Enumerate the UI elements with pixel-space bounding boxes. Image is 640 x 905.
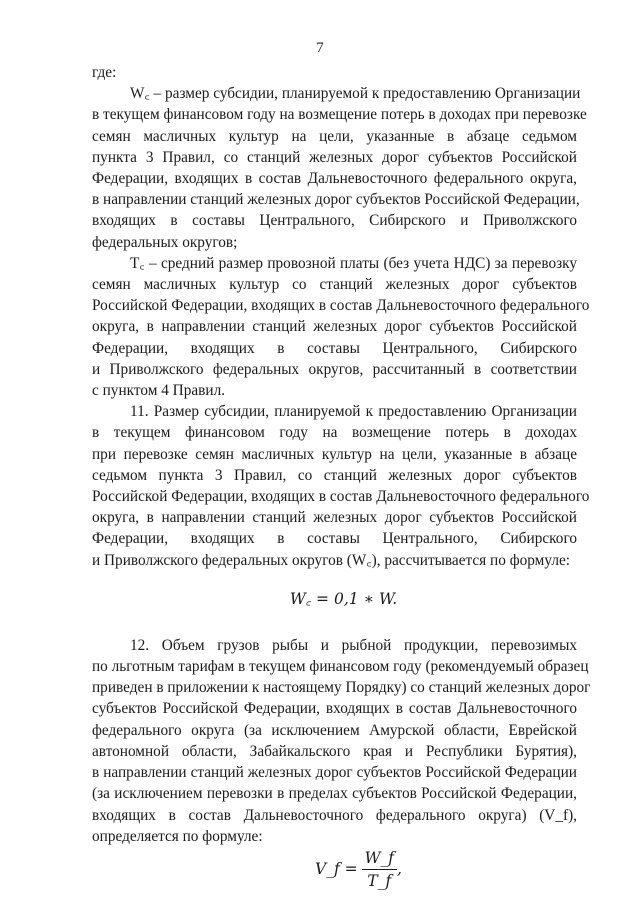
paragraph-line: седьмом пункта 3 Правил, со станций железных дорог субъектов <box>92 466 577 484</box>
paragraph-line: (за исключением перевозки в пределах субъектов Российской Федерации, <box>92 785 577 803</box>
paragraph-line: и Приволжского федеральных округов, рассчитанный в соответствии <box>92 360 577 378</box>
formula-wc-text: W꜀ = 0,1 ∗ W. <box>289 589 398 608</box>
formula-vf-lhs: V_f = <box>315 859 358 878</box>
paragraph-line: с пунктом 4 Правил. <box>92 382 226 400</box>
paragraph-line: 12. Объем грузов рыбы и рыбной продукции, перевозимых <box>130 636 577 654</box>
paragraph-line: автономной области, Забайкальского края и Республики Бурятия), <box>92 742 577 760</box>
paragraph-line: в текущем финансовом году на возмещение потерь в доходах <box>92 424 577 442</box>
paragraph-line: в направлении станций железных дорог субъектов Российской Федерации <box>92 764 577 782</box>
paragraph-line: при перевозке семян масличных культур на цели, указанные в абзаце <box>92 445 577 463</box>
paragraph-line: определяется по формуле: <box>92 827 263 845</box>
paragraph-line: и Приволжского федеральных округов (W꜀), рассчитывается по формуле: <box>92 551 571 569</box>
formula-wc <box>92 587 577 611</box>
formula-vf-numerator: W_f <box>362 849 397 870</box>
paragraph-line: входящих в составы Центрального, Сибирского и Приволжского <box>92 212 577 230</box>
paragraph-line: субъектов Российской Федерации, входящих в состав Дальневосточного <box>92 700 577 718</box>
formula-vf-fraction <box>362 849 397 890</box>
paragraph-line: пункта 3 Правил, со станций железных дорог субъектов Российской <box>92 148 577 166</box>
paragraph-line: приведен в приложении к настоящему Порядку) со станций железных дорог <box>92 679 591 697</box>
formula-vf <box>92 849 577 890</box>
paragraph-line: Федерации, входящих в составы Центрального, Сибирского <box>92 339 577 357</box>
paragraph-line: округа, в направлении станций железных дорог субъектов Российской <box>92 318 577 336</box>
paragraph-line: в текущем финансовом году на возмещение потерь в доходах при перевозке <box>92 106 587 124</box>
paragraph-line: Федерации, входящих в состав Дальневосточного федерального округа, <box>92 170 577 188</box>
paragraph-line: T꜀ – средний размер провозной платы (без учета НДС) за перевозку <box>130 254 577 272</box>
tc-definition-paragraph <box>92 253 590 401</box>
paragraph-line: Российской Федерации, входящих в состав Дальневосточного федерального <box>92 297 590 315</box>
paragraph-line: семян масличных культур на цели, указанные в абзаце седьмом <box>92 127 577 145</box>
paragraph-line: семян масличных культур со станций железных дорог субъектов <box>92 276 577 294</box>
formula-vf-denominator: T_f <box>367 871 392 890</box>
paragraph-line: 11. Размер субсидии, планируемой к предоставлению Организации <box>130 403 577 421</box>
intro-text: где: <box>92 64 117 81</box>
paragraph-line: Федерации, входящих в составы Центрального, Сибирского <box>92 530 577 548</box>
item-11-paragraph <box>92 401 590 571</box>
paragraph-line: округа, в направлении станций железных дорог субъектов Российской <box>92 509 577 527</box>
item-12-paragraph <box>92 635 591 847</box>
paragraph-line: входящих в состав Дальневосточного федерального округа) (V_f), <box>92 806 577 824</box>
formula-vf-tail: , <box>397 859 402 878</box>
document-body <box>92 62 591 890</box>
paragraph-line: в направлении станций железных дорог субъектов Российской Федерации, <box>92 191 580 209</box>
paragraph-line: по льготным тарифам в текущем финансовом году (рекомендуемый образец <box>92 658 589 676</box>
page-number: 7 <box>316 40 324 56</box>
paragraph-line: Российской Федерации, входящих в состав Дальневосточного федерального <box>92 488 590 506</box>
paragraph-line: федеральных округов; <box>92 233 238 251</box>
paragraph-line: федерального округа (за исключением Амурской области, Еврейской <box>92 721 577 739</box>
wc-definition-paragraph <box>92 83 587 253</box>
paragraph-line: W꜀ – размер субсидии, планируемой к предоставлению Организации <box>130 85 581 103</box>
